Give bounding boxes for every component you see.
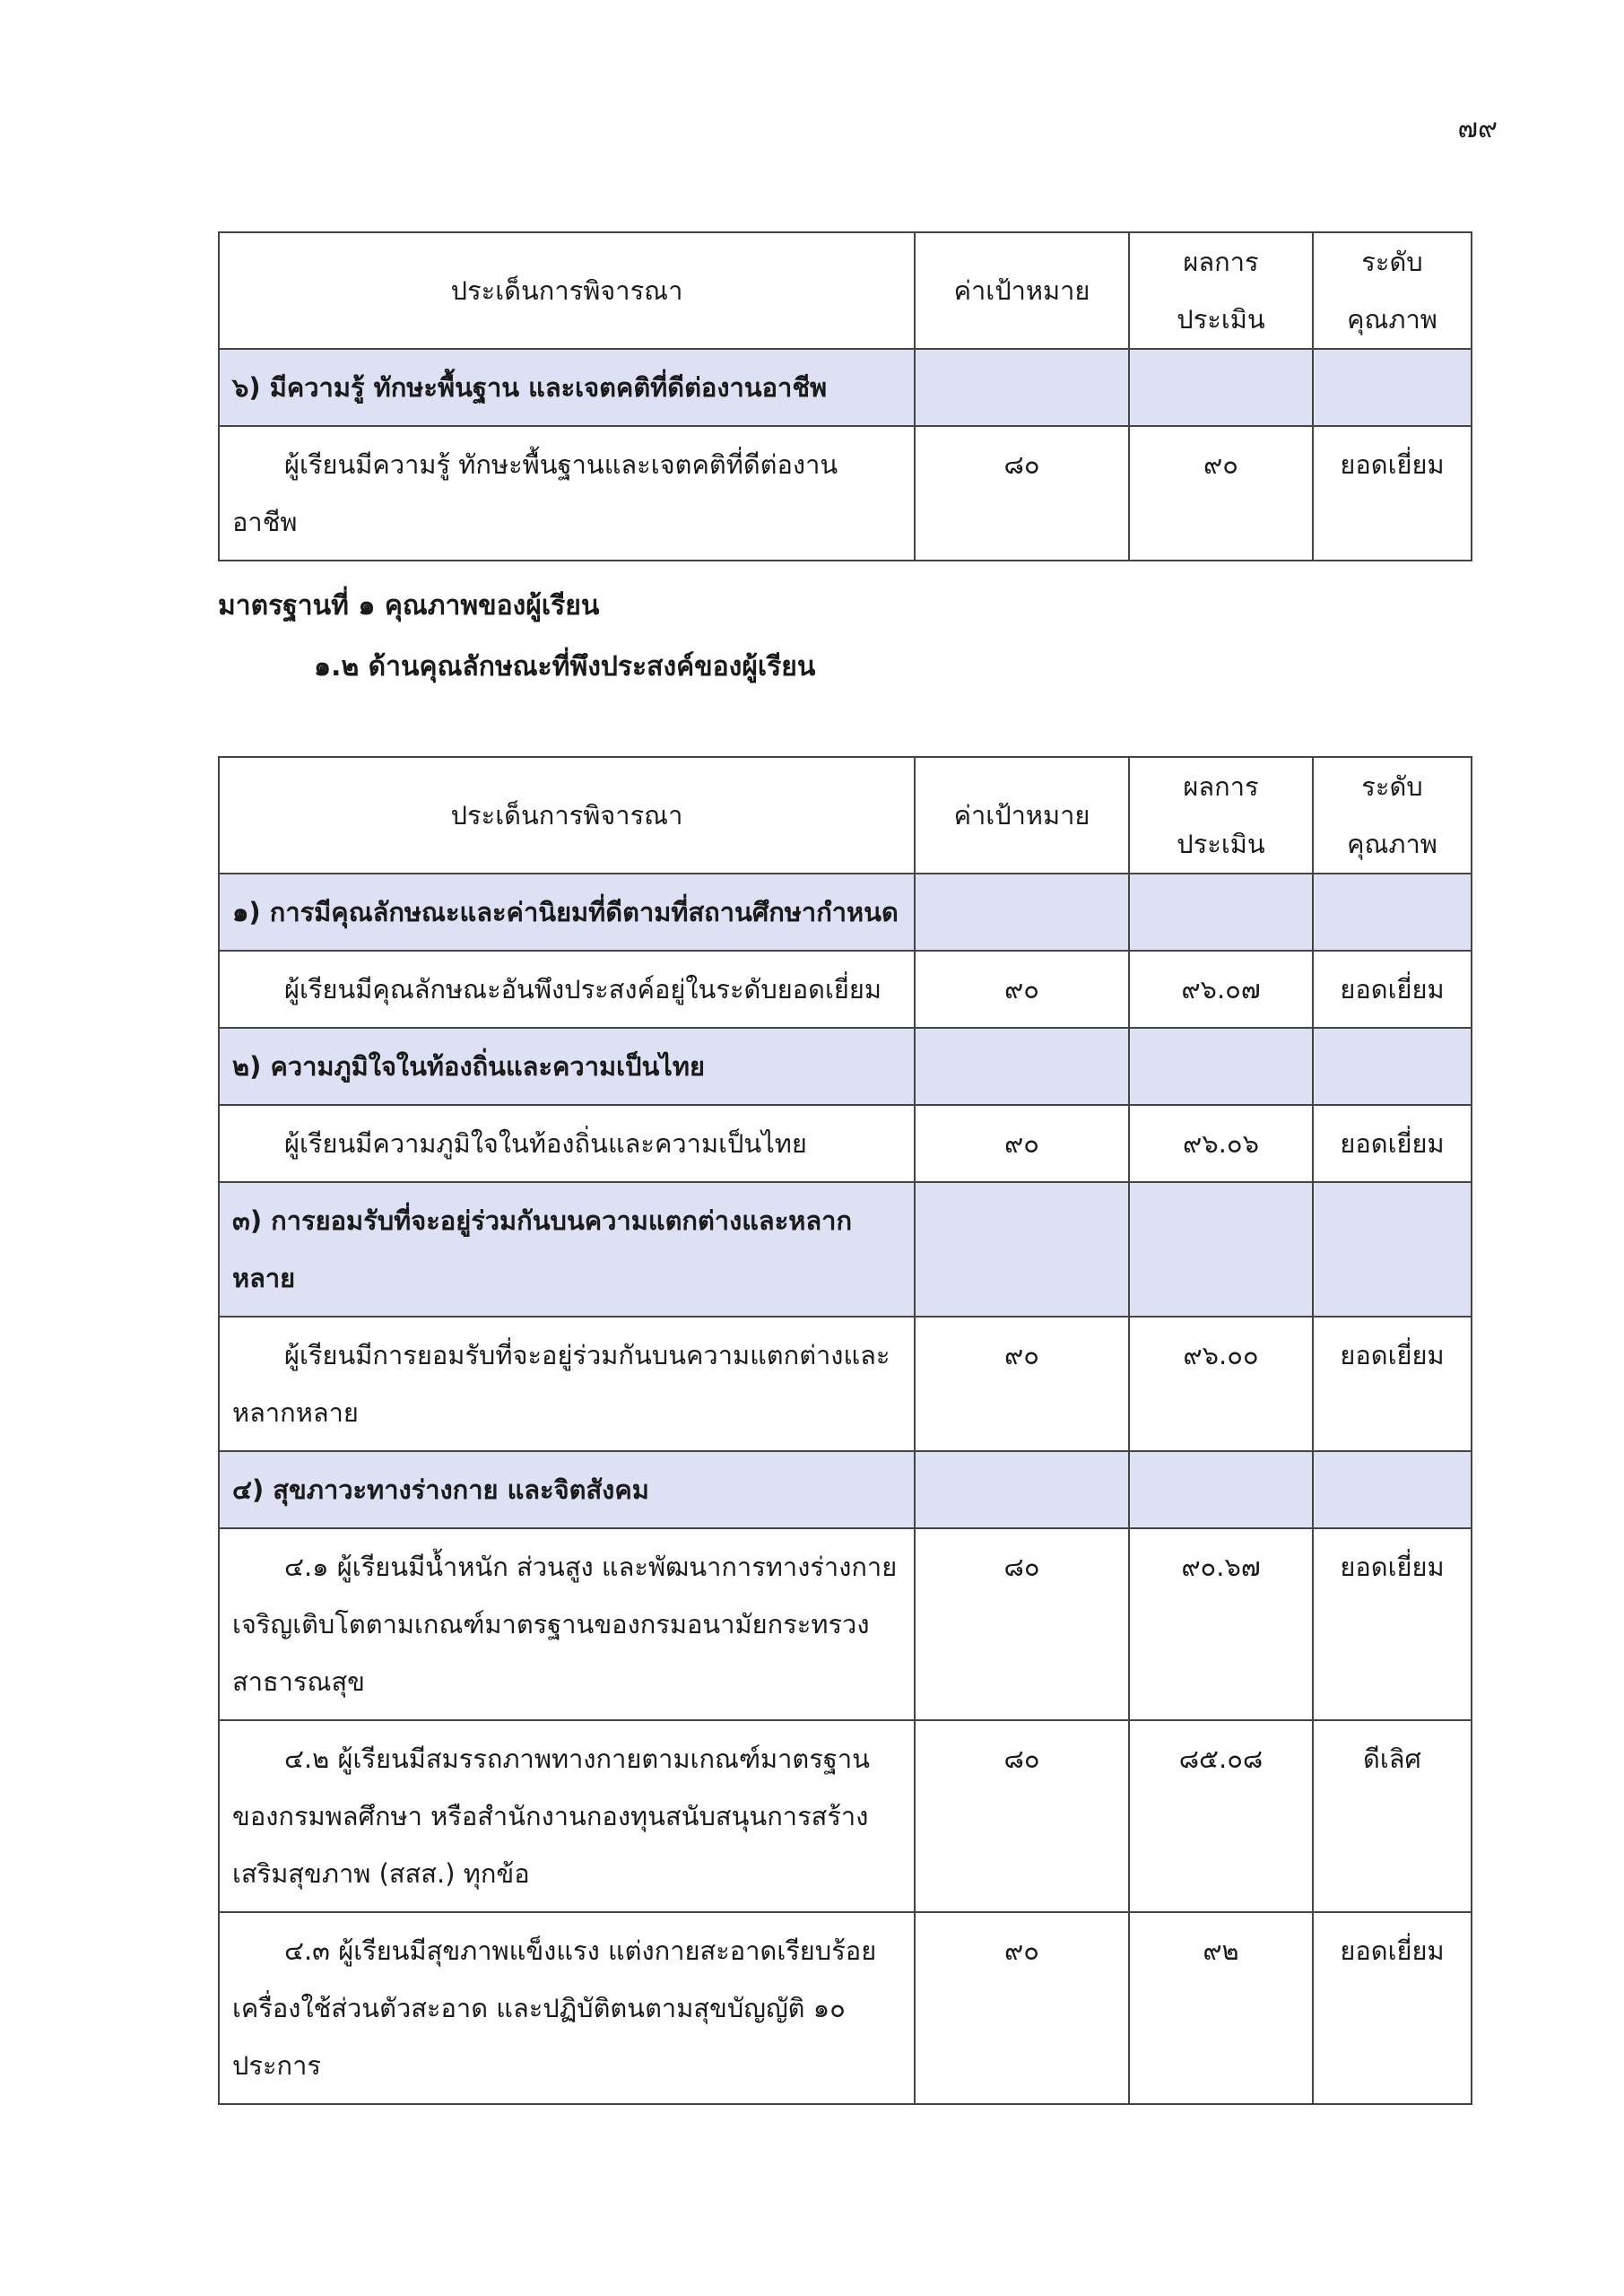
item-topic: ผู้เรียนมีคุณลักษณะอันพึงประสงค์อยู่ในระดับยอดเยี่ยม xyxy=(219,951,915,1028)
section-topic: ๔) สุขภาวะทางร่างกาย และจิตสังคม xyxy=(219,1451,915,1528)
empty-cell xyxy=(915,1451,1129,1528)
item-level: ดีเลิศ xyxy=(1313,1720,1472,1912)
header-level: ระดับ คุณภาพ xyxy=(1313,232,1472,349)
item-target: ๙๐ xyxy=(915,1317,1129,1451)
table-row xyxy=(219,1105,1472,1182)
empty-cell xyxy=(1129,1182,1313,1317)
item-topic: ๔.๓ ผู้เรียนมีสุขภาพแข็งแรง แต่งกายสะอาดเรียบร้อยเครื่องใช้ส่วนตัวสะอาด และปฏิบัติตนตามสุขบัญญัติ ๑๐ ประการ xyxy=(219,1912,915,2104)
table-row xyxy=(219,426,1472,561)
item-level: ยอดเยี่ยม xyxy=(1313,1105,1472,1182)
table-row xyxy=(219,1317,1472,1451)
empty-cell xyxy=(1129,1451,1313,1528)
item-level: ยอดเยี่ยม xyxy=(1313,951,1472,1028)
item-target: ๘๐ xyxy=(915,426,1129,561)
empty-cell xyxy=(1313,1182,1472,1317)
item-topic: ๔.๒ ผู้เรียนมีสมรรถภาพทางกายตามเกณฑ์มาตรฐานของกรมพลศึกษา หรือสำนักงานกองทุนสนับสนุนการสร้างเสริมสุขภาพ (สสส.) ทุกข้อ xyxy=(219,1720,915,1912)
item-result: ๙๐.๖๗ xyxy=(1129,1528,1313,1720)
item-result: ๙๖.๐๗ xyxy=(1129,951,1313,1028)
item-result: ๙๖.๐๖ xyxy=(1129,1105,1313,1182)
empty-cell xyxy=(1129,874,1313,951)
item-result: ๙๖.๐๐ xyxy=(1129,1317,1313,1451)
table-section-row xyxy=(219,1182,1472,1317)
empty-cell xyxy=(1129,1028,1313,1105)
header-level: ระดับ คุณภาพ xyxy=(1313,757,1472,874)
item-level: ยอดเยี่ยม xyxy=(1313,426,1472,561)
table-section-row xyxy=(219,874,1472,951)
empty-cell xyxy=(1129,349,1313,426)
empty-cell xyxy=(915,1028,1129,1105)
section-topic: ๖) มีความรู้ ทักษะพื้นฐาน และเจตคติที่ดีต่องานอาชีพ xyxy=(219,349,915,426)
header-result: ผลการ ประเมิน xyxy=(1129,232,1313,349)
item-topic: ๔.๑ ผู้เรียนมีน้ำหนัก ส่วนสูง และพัฒนาการทางร่างกายเจริญเติบโตตามเกณฑ์มาตรฐานของกรมอนามัยกระทรวงสาธารณสุข xyxy=(219,1528,915,1720)
table-section-row xyxy=(219,1028,1472,1105)
item-target: ๙๐ xyxy=(915,1912,1129,2104)
item-target: ๙๐ xyxy=(915,1105,1129,1182)
item-result: ๙๒ xyxy=(1129,1912,1313,2104)
empty-cell xyxy=(915,1182,1129,1317)
table-row xyxy=(219,1528,1472,1720)
evaluation-table-1 xyxy=(218,231,1472,561)
item-topic: ผู้เรียนมีการยอมรับที่จะอยู่ร่วมกันบนความแตกต่างและหลากหลาย xyxy=(219,1317,915,1451)
table-row xyxy=(219,1912,1472,2104)
empty-cell xyxy=(1313,349,1472,426)
header-target: ค่าเป้าหมาย xyxy=(915,757,1129,874)
table-row xyxy=(219,951,1472,1028)
header-topic: ประเด็นการพิจารณา xyxy=(219,757,915,874)
item-level: ยอดเยี่ยม xyxy=(1313,1528,1472,1720)
table-section-row xyxy=(219,1451,1472,1528)
header-target: ค่าเป้าหมาย xyxy=(915,232,1129,349)
standard-title: มาตรฐานที่ ๑ คุณภาพของผู้เรียน xyxy=(218,590,600,622)
table-row xyxy=(219,1720,1472,1912)
item-target: ๘๐ xyxy=(915,1528,1129,1720)
standard-subtitle: ๑.๒ ด้านคุณลักษณะที่พึงประสงค์ของผู้เรียน xyxy=(314,651,816,683)
table-header-row xyxy=(219,232,1472,349)
empty-cell xyxy=(1313,1451,1472,1528)
page-number: ๗๙ xyxy=(1457,113,1498,144)
item-result: ๘๕.๐๘ xyxy=(1129,1720,1313,1912)
item-topic: ผู้เรียนมีความรู้ ทักษะพื้นฐานและเจตคติที่ดีต่องานอาชีพ xyxy=(219,426,915,561)
header-topic: ประเด็นการพิจารณา xyxy=(219,232,915,349)
table-header-row xyxy=(219,757,1472,874)
item-target: ๘๐ xyxy=(915,1720,1129,1912)
item-result: ๙๐ xyxy=(1129,426,1313,561)
header-result: ผลการ ประเมิน xyxy=(1129,757,1313,874)
item-level: ยอดเยี่ยม xyxy=(1313,1912,1472,2104)
evaluation-table-2 xyxy=(218,756,1472,2105)
empty-cell xyxy=(1313,874,1472,951)
item-topic: ผู้เรียนมีความภูมิใจในท้องถิ่นและความเป็นไทย xyxy=(219,1105,915,1182)
section-topic: ๑) การมีคุณลักษณะและค่านิยมที่ดีตามที่สถานศึกษากำหนด xyxy=(219,874,915,951)
empty-cell xyxy=(915,349,1129,426)
section-topic: ๒) ความภูมิใจในท้องถิ่นและความเป็นไทย xyxy=(219,1028,915,1105)
item-level: ยอดเยี่ยม xyxy=(1313,1317,1472,1451)
empty-cell xyxy=(1313,1028,1472,1105)
section-topic: ๓) การยอมรับที่จะอยู่ร่วมกันบนความแตกต่างและหลากหลาย xyxy=(219,1182,915,1317)
table-section-row xyxy=(219,349,1472,426)
empty-cell xyxy=(915,874,1129,951)
item-target: ๙๐ xyxy=(915,951,1129,1028)
